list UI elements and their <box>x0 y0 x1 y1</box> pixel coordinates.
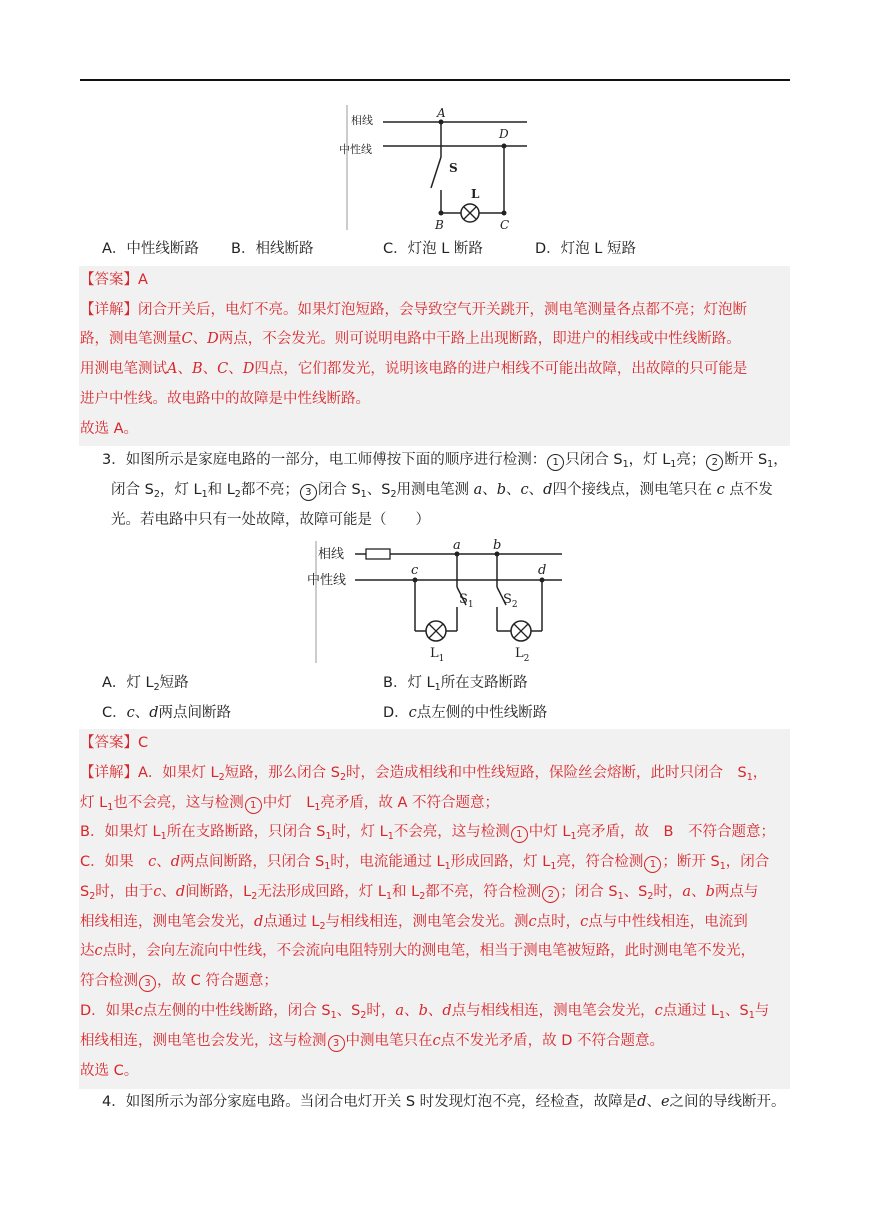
q2-option-a: A．中性线断路 <box>102 241 199 257</box>
q2-detail-line: 【详解】闭合开关后，电灯不亮。如果灯泡短路，会导致空气开关跳开，测电笔测量各点都不亮；灯泡断 <box>80 302 747 318</box>
fig1-point-d: D <box>499 127 509 141</box>
q2-option-b: B．相线断路 <box>231 241 314 257</box>
q3-stem-line: 光。若电路中只有一处故障，故障可能是（ ） <box>111 512 430 528</box>
fig1-lamp-l <box>461 204 479 222</box>
q3-detail-line: 符合检测 3 ，故 C 符合题意； <box>80 971 278 992</box>
fig2-point-d: d <box>538 563 547 578</box>
q2-option-c: C．灯泡 L 断路 <box>383 241 483 257</box>
q3-detail-line: B．如果灯 $L_1$所在支路断路，只闭合 $S_1$时，灯 $L_1$不会亮，这与检测 1 中灯 $L_1$亮矛盾，故 B 不符合题意； <box>80 824 775 842</box>
q3-detail-line: 相线相连，测电笔也会发光，这与检测 3 中测电笔只在c点不发光矛盾，故 D 不符合题意。 <box>80 1031 664 1052</box>
q2-conclusion: 故选 A。 <box>80 421 139 437</box>
fig1-point-b: B <box>435 218 444 232</box>
q3-detail-line: 相线相连，测电笔会发光，d点通过 $L_2$与相线相连，测电笔会发光。测c点时，c点与中性线相连，电流到 <box>80 914 748 932</box>
fig2-lamp-l2-label: $L_2$ <box>515 646 530 664</box>
q3-option-d: D．c点左侧的中性线断路 <box>383 705 548 721</box>
q3-conclusion: 故选 C。 <box>80 1063 139 1079</box>
fig1-point-a: A <box>437 106 446 120</box>
fig2-point-a: a <box>453 538 461 553</box>
fig1-hot-label: 相线 <box>351 114 373 127</box>
fig1-switch-s <box>431 157 441 188</box>
fig2-switch-s2-label: $S_2$ <box>503 592 518 610</box>
q2-answer-panel <box>79 266 790 446</box>
q3-detail-line: 灯 $L_1$也不会亮，这与检测 1 中灯 $L_1$亮矛盾，故 A 不符合题意； <box>80 795 499 813</box>
q3-detail-line: D．如果c点左侧的中性线断路，闭合 $S_1$、$S_2$时，a、b、d点与相线相连，测电笔会发光，c点通过 $L_1$、$S_1$与 <box>80 1003 770 1021</box>
q2-detail-line: 路，测电笔测量C、D两点，不会发光。则可说明电路中干路上出现断路，即进户的相线或中性线断路。 <box>80 331 741 347</box>
q3-detail-line: 【详解】A．如果灯 $L_2$短路，那么闭合 $S_2$时，会造成相线和中性线短路，保险丝会熔断，此时只闭合 $S_1$， <box>80 765 768 783</box>
q3-option-b: B．灯 $L_1$所在支路断路 <box>383 675 528 693</box>
fig2-fuse <box>366 549 390 559</box>
fig2-point-c: c <box>411 563 419 578</box>
q3-stem-line: 3．如图所示是家庭电路的一部分，电工师傅按下面的顺序进行检测： 1 只闭合 $S_1$，灯 $L_1$亮； 2 断开 $S_1$， <box>102 452 788 470</box>
fig1-neutral-label: 中性线 <box>339 143 372 156</box>
fig1-switch-label: S <box>449 161 458 175</box>
q2-detail-line: 进户中性线。故电路中的故障是中性线断路。 <box>80 391 370 407</box>
fig2-point-b: b <box>493 538 502 553</box>
q3-option-c: C．c、d两点间断路 <box>102 705 232 721</box>
q2-detail-line: 用测电笔测试A、B、C、D四点，它们都发光，说明该电路的进户相线不可能出故障，出故障的只可能是 <box>80 361 748 377</box>
q4-stem-line: 4．如图所示为部分家庭电路。当闭合电灯开关 S 时发现灯泡不亮，经检查，故障是d、e之间的导线断开。 <box>102 1094 786 1110</box>
q3-option-a: A．灯 $L_2$短路 <box>102 675 189 693</box>
fig1-lamp-label: L <box>471 187 480 201</box>
q3-detail-line: C．如果 c、d两点间断路，只闭合 $S_1$时，电流能通过 $L_1$形成回路，灯 $L_1$亮，符合检测 1 ；断开 $S_1$，闭合 <box>80 854 770 872</box>
q3-detail-line: $S_2$时，由于c、d间断路，$L_2$无法形成回路，灯 $L_1$和 $L_2$都不亮，符合检测 2 ；闭合 $S_1$、$S_2$时，a、b两点与 <box>80 884 759 902</box>
q2-option-d: D．灯泡 L 短路 <box>535 241 636 257</box>
fig1-point-c: C <box>500 218 510 232</box>
fig2-lamp-l1 <box>426 621 446 641</box>
fig2-switch-s1-label: $S_1$ <box>459 592 474 610</box>
q3-answer: 【答案】C <box>80 735 149 751</box>
fig2-neutral-label: 中性线 <box>307 573 347 588</box>
fig2-lamp-l2 <box>511 621 531 641</box>
circuit-figure-1 <box>335 100 535 235</box>
fig2-hot-label: 相线 <box>318 547 345 562</box>
header-rule <box>80 79 790 81</box>
q3-stem-line: 闭合 $S_2$，灯 $L_1$和 $L_2$都不亮； 3 闭合 $S_1$、$S_2$用测电笔测 a、b、c、d四个接线点，测电笔只在 c 点不发 <box>111 482 773 500</box>
fig2-lamp-l1-label: $L_1$ <box>430 646 445 664</box>
circuit-figure-2 <box>300 537 570 665</box>
q2-answer: 【答案】A <box>80 272 148 288</box>
q3-detail-line: 达c点时，会向左流向中性线，不会流向电阻特别大的测电笔，相当于测电笔被短路，此时测电笔不发光， <box>80 943 756 959</box>
